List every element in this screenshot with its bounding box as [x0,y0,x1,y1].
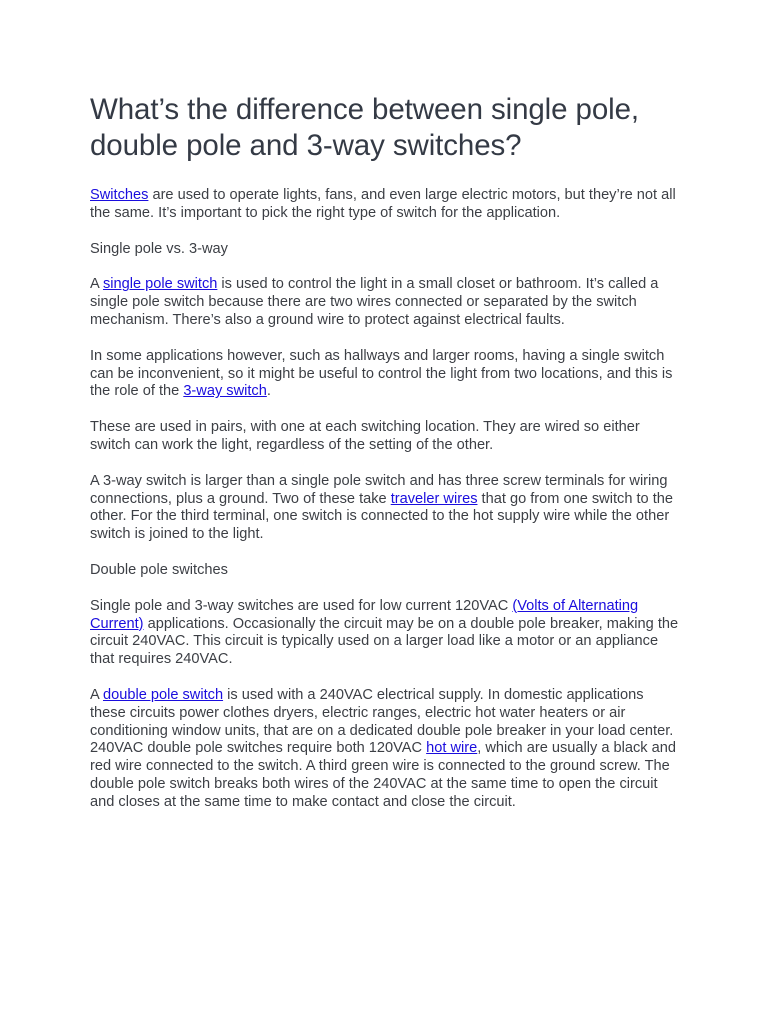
intro-text: are used to operate lights, fans, and even large electric motors, but they’re not all the same. It’s important to pick the right type of switch for the application. [90,187,676,221]
hallways-paragraph [90,348,682,401]
section-heading-single-pole: Single pole vs. 3-way [90,240,228,257]
low-current-paragraph [90,598,682,669]
double-pole-text: is used with a 240VAC electrical supply. In domestic applications these circuits power clothes dryers, electric ranges, electric hot water heaters or air conditioning window units, that are on a dedicated double pole breaker in your load center. 240VAC double pole switches require both 120VAC [90,686,674,757]
double-pole-pre: A [90,686,103,703]
section-heading-double-pole: Double pole switches [90,561,228,578]
document-page [90,92,682,830]
three-way-switch-link[interactable]: 3-way switch [183,383,267,400]
three-way-text: A 3-way switch is larger than a single pole switch and has three screw terminals for wiring connections, plus a ground. Two of these take [90,472,668,507]
single-pole-text: is used to control the light in a small closet or bathroom. It’s called a single pole switch because there are two wires connected or separated by the switch mechanism. There’s also a ground wire to protect against electrical faults. [90,276,659,328]
intro-paragraph [90,187,682,223]
low-current-post: applications. Occasionally the circuit may be on a double pole breaker, making the circuit 240VAC. This circuit is typically used on a larger load like a motor or an appliance that requires 240VAC. [90,615,679,668]
hallways-text: In some applications however, such as hallways and larger rooms, having a single switch can be inconvenient, so it might be useful to control the light from two locations, and this is the role of the [90,347,673,400]
double-pole-switch-link[interactable]: double pole switch [102,686,224,703]
low-current-text: Single pole and 3-way switches are used for low current 120VAC [90,597,513,614]
hallways-post: . [266,383,271,400]
single-pole-switch-link[interactable]: single pole switch [102,276,218,293]
single-pole-pre: A [90,276,103,293]
single-pole-paragraph [90,276,682,329]
double-pole-paragraph [90,687,682,812]
double-pole-post: , which are usually a black and red wire connected to the switch. A third green wire is connected to the ground screw. The double pole switch breaks both wires of the 240VAC at the same time to open the circuit and closes at the same time to make contact and close the circuit. [90,740,676,810]
three-way-paragraph [90,473,682,544]
hot-wire-link[interactable]: hot wire [426,740,478,757]
traveler-wires-link[interactable]: traveler wires [390,490,478,507]
three-way-post: that go from one switch to the other. For the third terminal, one switch is connected to the hot supply wire while the other switch is joined to the light. [90,490,673,543]
volts-ac-link[interactable]: (Volts of Alternating Current) [90,597,639,632]
switches-link[interactable]: Switches [90,187,149,203]
page-title: What’s the difference between single pole, double pole and 3-way switches? [90,93,640,162]
pairs-paragraph: These are used in pairs, with one at each switching location. They are wired so either switch can work the light, regardless of the setting of the other. [90,419,640,453]
